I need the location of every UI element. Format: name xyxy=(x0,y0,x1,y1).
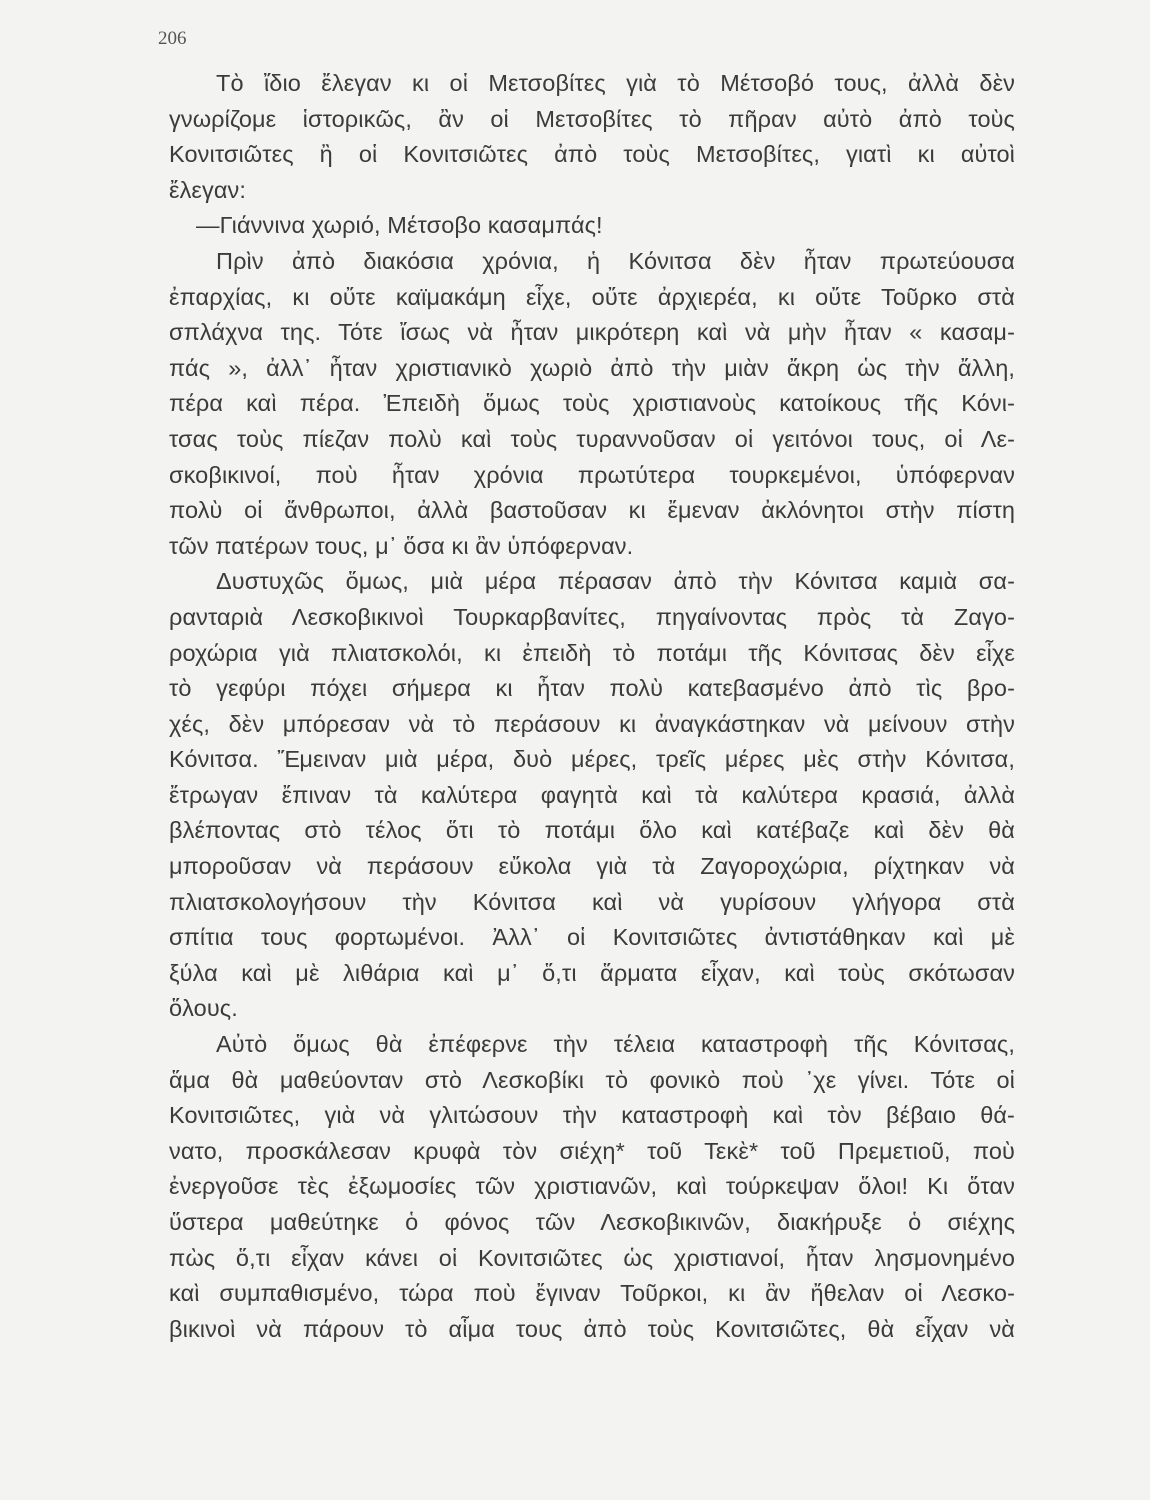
text-line: Αὐτὸ ὅμως θὰ ἐπέφερνε τὴν τέλεια καταστροφὴ τῆς Κόνιτσας, xyxy=(216,1031,1015,1058)
text-line: ἔτρωγαν ἔπιναν τὰ καλύτερα φαγητὰ καὶ τὰ καλύτερα κρασιά, ἀλλὰ xyxy=(169,781,1015,808)
text-line: πολὺ οἱ ἄνθρωποι, ἀλλὰ βαστοῦσαν κι ἔμεναν ἀκλόνητοι στὴν πίστη xyxy=(169,497,1015,524)
text-line: πλιατσκολογήσουν τὴν Κόνιτσα καὶ νὰ γυρίσουν γλήγορα στὰ xyxy=(169,888,1015,915)
text-line: ἐπαρχίας, κι οὔτε καϊμακάμη εἶχε, οὔτε ἀρχιερέα, κι οὔτε Τοῦρκο στὰ xyxy=(169,283,1015,310)
text-line: τὸ γεφύρι πόχει σήμερα κι ἦταν πολὺ κατεβασμένο ἀπὸ τὶς βρο- xyxy=(169,675,1015,702)
text-line: Κονιτσιῶτες ἢ οἱ Κονιτσιῶτες ἀπὸ τοὺς Μετσοβίτες, γιατὶ κι αὐτοὶ xyxy=(169,141,1015,168)
text-line: πάς », ἀλλ᾽ ἦταν χριστιανικὸ χωριὸ ἀπὸ τὴν μιὰν ἄκρη ὡς τὴν ἄλλη, xyxy=(169,354,1015,381)
page-number: 206 xyxy=(158,28,187,49)
text-line: ξύλα καὶ μὲ λιθάρια καὶ μ᾽ ὅ,τι ἅρματα εἶχαν, καὶ τοὺς σκότωσαν xyxy=(169,959,1015,986)
paragraph xyxy=(169,564,1015,1027)
paragraph xyxy=(169,244,1015,564)
text-line: νατο, προσκάλεσαν κρυφὰ τὸν σιέχη* τοῦ Τεκὲ* τοῦ Πρεμετιοῦ, ποὺ xyxy=(169,1137,1015,1164)
text-line: καὶ συμπαθισμένο, τώρα ποὺ ἔγιναν Τοῦρκοι, κι ἂν ἤθελαν οἱ Λεσκο- xyxy=(169,1280,1015,1307)
text-line: ἅμα θὰ μαθεύονταν στὸ Λεσκοβίκι τὸ φονικὸ ποὺ ᾿χε γίνει. Τότε οἱ xyxy=(169,1066,1015,1093)
text-line: Κόνιτσα. Ἔμειναν μιὰ μέρα, δυὸ μέρες, τρεῖς μέρες μὲς στὴν Κόνιτσα, xyxy=(169,746,1015,773)
text-line: σκοβικινοί, ποὺ ἦταν χρόνια πρωτύτερα τουρκεμένοι, ὑπόφερναν xyxy=(169,461,1015,488)
text-line: σπλάχνα της. Τότε ἴσως νὰ ἦταν μικρότερη καὶ νὰ μὴν ἦταν « κασαμ- xyxy=(169,319,1015,346)
text-line: Τὸ ἴδιο ἔλεγαν κι οἱ Μετσοβίτες γιὰ τὸ Μέτσοβό τους, ἀλλὰ δὲν xyxy=(216,70,1015,96)
text-line: σπίτια τους φορτωμένοι. Ἀλλ᾽ οἱ Κονιτσιῶτες ἀντιστάθηκαν καὶ μὲ xyxy=(169,924,1015,951)
paragraph xyxy=(169,1027,1015,1347)
text-line: γνωρίζομε ἱστορικῶς, ἂν οἱ Μετσοβίτες τὸ πῆραν αὐτὸ ἀπὸ τοὺς xyxy=(169,105,1015,132)
text-line: τῶν πατέρων τους, μ᾽ ὅσα κι ἂν ὑπόφερναν. xyxy=(169,532,634,559)
text-line: Κονιτσιῶτες, γιὰ νὰ γλιτώσουν τὴν καταστροφὴ καὶ τὸν βέβαιο θά- xyxy=(169,1102,1015,1129)
text-line: ὕστερα μαθεύτηκε ὁ φόνος τῶν Λεσκοβικινῶν, διακήρυξε ὁ σιέχης xyxy=(169,1209,1015,1235)
text-line: πέρα καὶ πέρα. Ἐπειδὴ ὅμως τοὺς χριστιανοὺς κατοίκους τῆς Κόνι- xyxy=(169,390,1015,417)
text-line: μποροῦσαν νὰ περάσουν εὔκολα γιὰ τὰ Ζαγοροχώρια, ρίχτηκαν νὰ xyxy=(169,853,1015,880)
text-line: ὅλους. xyxy=(169,995,238,1022)
text-line: πὼς ὅ,τι εἶχαν κάνει οἱ Κονιτσιῶτες ὡς χριστιανοί, ἦταν λησμονημένο xyxy=(169,1244,1015,1271)
text-line: ροχώρια γιὰ πλιατσκολόι, κι ἐπειδὴ τὸ ποτάμι τῆς Κόνιτσας δὲν εἶχε xyxy=(169,639,1015,666)
text-line: τσας τοὺς πίεζαν πολὺ καὶ τοὺς τυραννοῦσαν οἱ γειτόνοι τους, οἱ Λε- xyxy=(169,425,1015,452)
text-line: —Γιάννινα χωριό, Μέτσοβο κασαμπάς! xyxy=(196,212,603,239)
body-text xyxy=(169,66,1015,1347)
text-line: ἔλεγαν: xyxy=(169,176,247,203)
text-line: βικινοὶ νὰ πάρουν τὸ αἷμα τους ἀπὸ τοὺς Κονιτσιῶτες, θὰ εἶχαν νὰ xyxy=(169,1315,1015,1342)
text-line: ρανταριὰ Λεσκοβικινοὶ Τουρκαρβανίτες, πηγαίνοντας πρὸς τὰ Ζαγο- xyxy=(169,603,1015,630)
text-line: Πρὶν ἀπὸ διακόσια χρόνια, ἡ Κόνιτσα δὲν ἦταν πρωτεύουσα xyxy=(216,247,1015,274)
text-line: χές, δὲν μπόρεσαν νὰ τὸ περάσουν κι ἀναγκάστηκαν νὰ μείνουν στὴν xyxy=(169,710,1015,737)
text-line: Δυστυχῶς ὅμως, μιὰ μέρα πέρασαν ἀπὸ τὴν Κόνιτσα καμιὰ σα- xyxy=(216,568,1015,595)
text-line: βλέποντας στὸ τέλος ὅτι τὸ ποτάμι ὅλο καὶ κατέβαζε καὶ δὲν θὰ xyxy=(169,817,1015,844)
text-line: ἐνεργοῦσε τὲς ἐξωμοσίες τῶν χριστιανῶν, καὶ τούρκεψαν ὅλοι! Κι ὅταν xyxy=(169,1173,1015,1200)
paragraph xyxy=(169,66,1015,208)
paragraph xyxy=(169,208,1015,244)
